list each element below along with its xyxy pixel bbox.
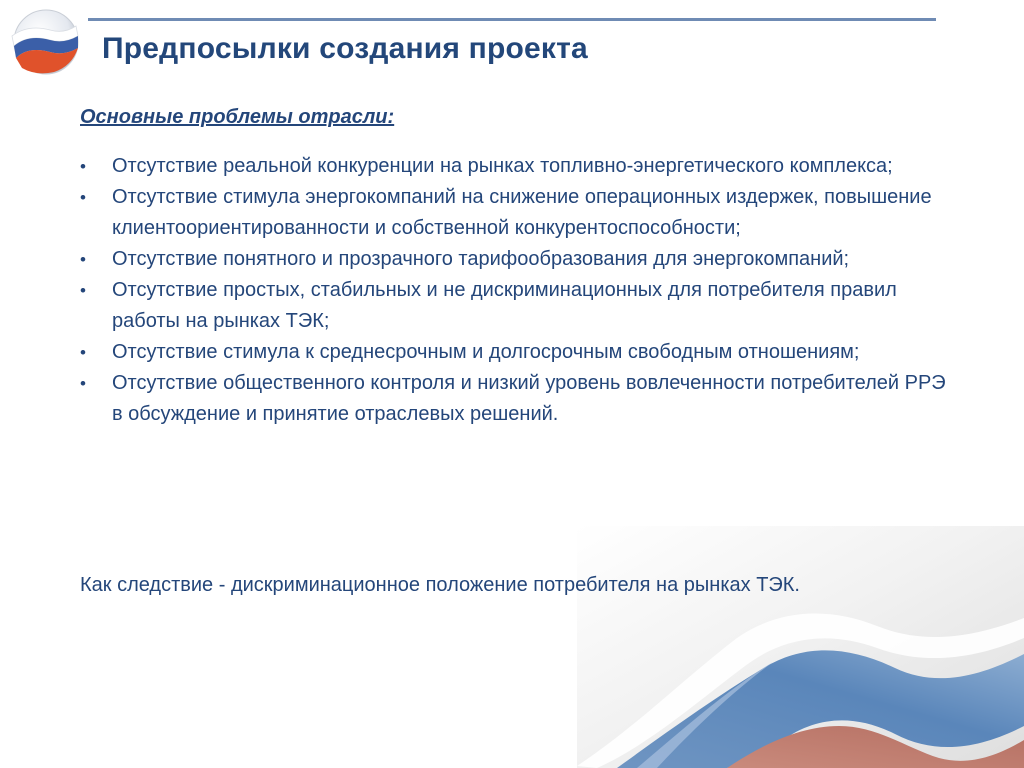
list-item [80, 275, 960, 337]
slide-title: Предпосылки создания проекта [102, 32, 588, 65]
list-item-text: Отсутствие реальной конкуренции на рынках топливно-энергетического комплекса; [112, 155, 893, 177]
bullet-icon: • [80, 157, 86, 176]
bullet-icon: • [80, 343, 86, 362]
problem-list [80, 151, 960, 430]
section-heading: Основные проблемы отрасли: [80, 106, 395, 128]
bullet-icon: • [80, 374, 86, 393]
bullet-icon: • [80, 250, 86, 269]
list-item [80, 244, 960, 275]
conclusion-text: Как следствие - дискриминационное положение потребителя на рынках ТЭК. [80, 574, 800, 596]
bullet-icon: • [80, 188, 86, 207]
list-item [80, 151, 960, 182]
list-item [80, 182, 960, 244]
bullet-icon: • [80, 281, 86, 300]
flag-ribbon-decoration [577, 526, 1024, 768]
list-item-text: Отсутствие общественного контроля и низкий уровень вовлеченности потребителей РРЭ в обсуждение и принятие отраслевых решений. [112, 372, 946, 425]
title-rule [88, 18, 936, 21]
list-item-text: Отсутствие стимула к среднесрочным и долгосрочным свободным отношениям; [112, 341, 860, 363]
list-item [80, 337, 960, 368]
list-item-text: Отсутствие стимула энергокомпаний на снижение операционных издержек, повышение клиентоориентированности и собственной конкурентоспособности; [112, 186, 932, 239]
list-item-text: Отсутствие понятного и прозрачного тарифообразования для энергокомпаний; [112, 248, 850, 270]
globe-flag-logo [6, 6, 82, 82]
list-item-text: Отсутствие простых, стабильных и не дискриминационных для потребителя правил работы на рынках ТЭК; [112, 279, 897, 332]
list-item [80, 368, 960, 430]
